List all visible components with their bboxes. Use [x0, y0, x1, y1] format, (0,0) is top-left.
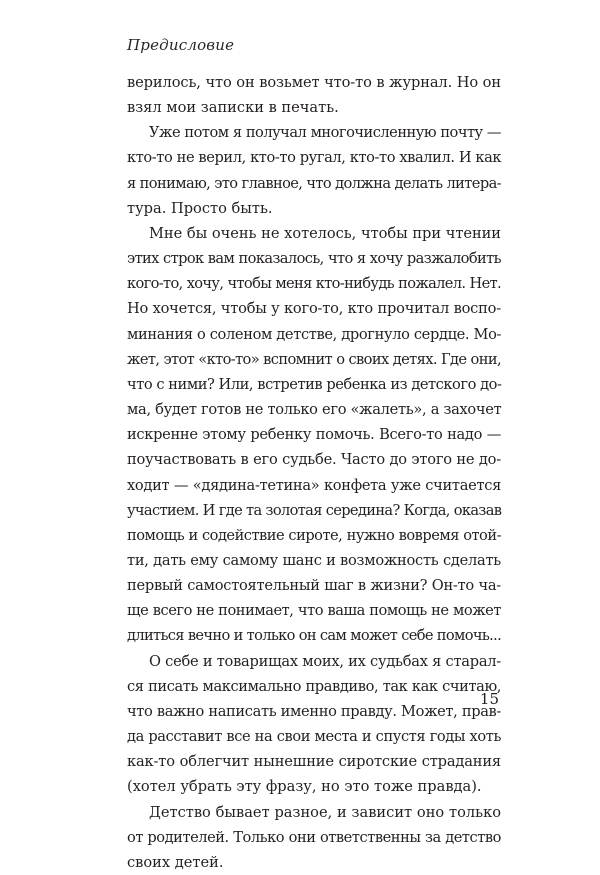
text-line: жет, этот «кто-то» вспомнит о своих детях. Где они, — [127, 350, 501, 368]
text-line: участием. И где та золотая середина? Когда, оказав — [127, 501, 502, 519]
text-line: я понимаю, это главное, что должна делать литера- — [127, 174, 501, 192]
text-line: тура. Просто быть. — [127, 199, 273, 217]
text-line: ся писать максимально правдиво, так как считаю, — [127, 677, 501, 695]
text-line: да расставит все на свои места и спустя годы хоть — [127, 728, 501, 746]
text-line: поучаствовать в его судьбе. Часто до этого не до- — [127, 451, 501, 469]
text-line: помощь и содействие сироте, нужно вовремя отой- — [127, 526, 501, 544]
text-line: Но хочется, чтобы у кого-то, кто прочитал воспо- — [127, 300, 501, 318]
text-line: длиться вечно и только он сам может себе помочь... — [127, 627, 502, 645]
text-line: Мне бы очень не хотелось, чтобы при чтении — [149, 224, 501, 242]
paragraph — [127, 120, 501, 221]
text-line: Уже потом я получал многочисленную почту — — [149, 124, 501, 142]
paragraph — [127, 70, 501, 120]
text-line: как-то облегчит нынешние сиротские страдания — [127, 753, 501, 771]
text-line: от родителей. Только они ответственны за детство — [127, 828, 501, 846]
text-line: Детство бывает разное, и зависит оно только — [149, 803, 501, 821]
text-line: взял мои записки в печать. — [127, 99, 339, 117]
text-line: (хотел убрать эту фразу, но это тоже правда). — [127, 778, 482, 796]
paragraph — [127, 221, 501, 649]
text-line: ходит — «дядина-тетина» конфета уже считается — [127, 476, 501, 494]
text-line: своих детей. — [127, 853, 224, 871]
text-line: ти, дать ему самому шанс и возможность сделать — [127, 551, 501, 569]
text-line: искренне этому ребенку помочь. Всего-то надо — — [127, 426, 501, 444]
text-line: ма, будет готов не только его «жалеть», а захочет — [127, 401, 502, 419]
paragraph — [127, 649, 501, 800]
text-line: минания о соленом детстве, дрогнуло сердце. Мо- — [127, 325, 502, 343]
page-number: 15 — [479, 690, 499, 708]
text-line: кого-то, хочу, чтобы меня кто-нибудь пожалел. Нет. — [127, 275, 501, 293]
text-line: ще всего не понимает, что ваша помощь не может — [127, 602, 501, 620]
text-line: кто-то не верил, кто-то ругал, кто-то хвалил. И как — [127, 149, 502, 167]
text-line: что важно написать именно правду. Может, прав- — [127, 702, 501, 720]
text-line: этих строк вам показалось, что я хочу разжалобить — [127, 250, 501, 268]
running-head: Предисловие — [127, 36, 235, 54]
text-line: верилось, что он возьмет что-то в журнал. Но он — [127, 74, 501, 91]
body-text — [127, 70, 501, 875]
text-line: первый самостоятельный шаг в жизни? Он-то ча- — [127, 577, 501, 595]
text-line: что с ними? Или, встретив ребенка из детского до- — [127, 375, 502, 393]
paragraph — [127, 800, 501, 875]
text-line: О себе и товарищах моих, их судьбах я старал- — [149, 652, 501, 670]
